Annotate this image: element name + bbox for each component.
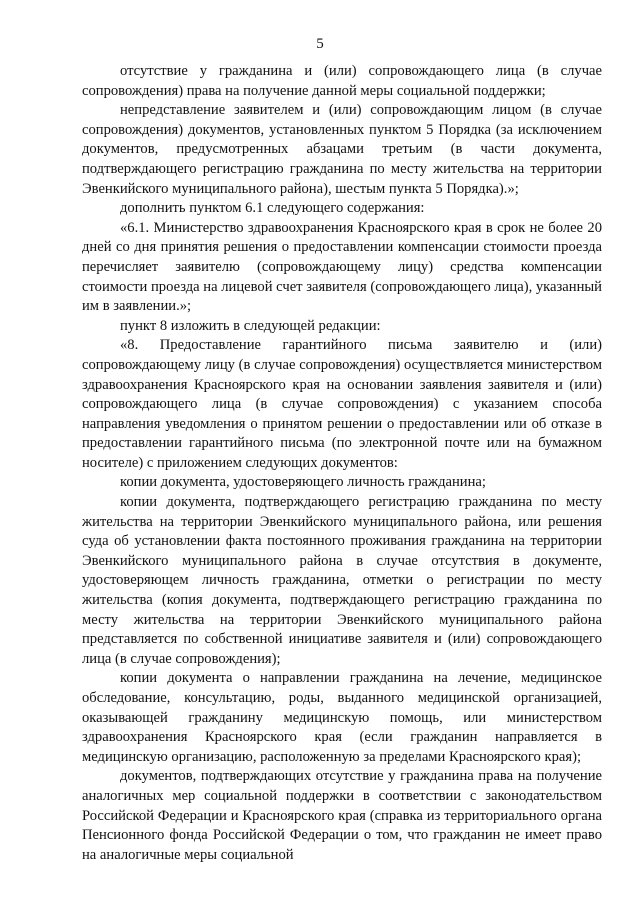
paragraph-point-8-intro: пункт 8 изложить в следующей редакции:: [120, 317, 381, 334]
paragraph-point-6-1: «6.1. Министерство здравоохранения Красноярского края в срок не более 20 дней со дня принятия решения о предоставлении компенсации стоимости проезда перечисляет заявителю (сопровождающему лицу) средства компенсации стоимости проезда на лицевой счет заявителя (сопровождающего лица), указанный им в заявлении.»;: [82, 219, 602, 315]
paragraph-registration-document: копии документа, подтверждающего регистрацию гражданина по месту жительства на территории Эвенкийского муниципального района, или решения суда об установлении факта постоянного проживания гражданина на территории Эвенкийского муниципального района в случае отсутствия в документе, удостоверяющем личность гражданина, отметки о регистрации по месту жительства (копия документа, подтверждающего регистрацию гражданина по месту жительства на территории Эвенкийского муниципального района представляется по собственной инициативе заявителя и (или) сопровождающего лица (в случае сопровождения);: [82, 494, 602, 667]
paragraph-identity-document: копии документа, удостоверяющего личность гражданина;: [120, 474, 486, 491]
page-number: 5: [316, 36, 324, 52]
paragraph-no-right-condition: отсутствие у гражданина и (или) сопровождающего лица (в случае сопровождения) права на получение данной меры социальной поддержки;: [82, 63, 602, 99]
document-body: [82, 62, 602, 865]
paragraph-add-point-6-1: дополнить пунктом 6.1 следующего содержания:: [120, 200, 425, 217]
paragraph-point-8: «8. Предоставление гарантийного письма заявителю и (или) сопровождающему лицу (в случае сопровождения) осуществляется министерством здравоохранения Красноярского края на основании заявления заявителя и (или) сопровождающего лица (в случае сопровождения) с указанием способа направления уведомления о принятом решении о предоставлении или об отказе в предоставлении гарантийного письма (по электронной почте или на бумажном носителе) с приложением следующих документов:: [82, 337, 602, 471]
paragraph-no-analogous-support: документов, подтверждающих отсутствие у гражданина права на получение аналогичных мер социальной поддержки в соответствии с законодательством Российской Федерации и Красноярского края (справка из территориального органа Пенсионного фонда Российской Федерации о том, что гражданин не имеет право на аналогичные меры социальной: [82, 768, 602, 863]
paragraph-non-submission-documents: непредставление заявителем и (или) сопровождающим лицом (в случае сопровождения) документов, установленных пунктом 5 Порядка (за исключением документов, предусмотренных абзацами третьим (в части документа, подтверждающего регистрацию гражданина по месту жительства на территории Эвенкийского муниципального района), шестым пункта 5 Порядка).»;: [82, 102, 602, 197]
paragraph-referral-document: копии документа о направлении гражданина на лечение, медицинское обследование, консультацию, роды, выданного медицинской организацией, оказывающей гражданину медицинскую помощь, или министерством здравоохранения Красноярского края (если гражданин направляется в медицинскую организацию, расположенную за пределами Красноярского края);: [82, 670, 602, 765]
